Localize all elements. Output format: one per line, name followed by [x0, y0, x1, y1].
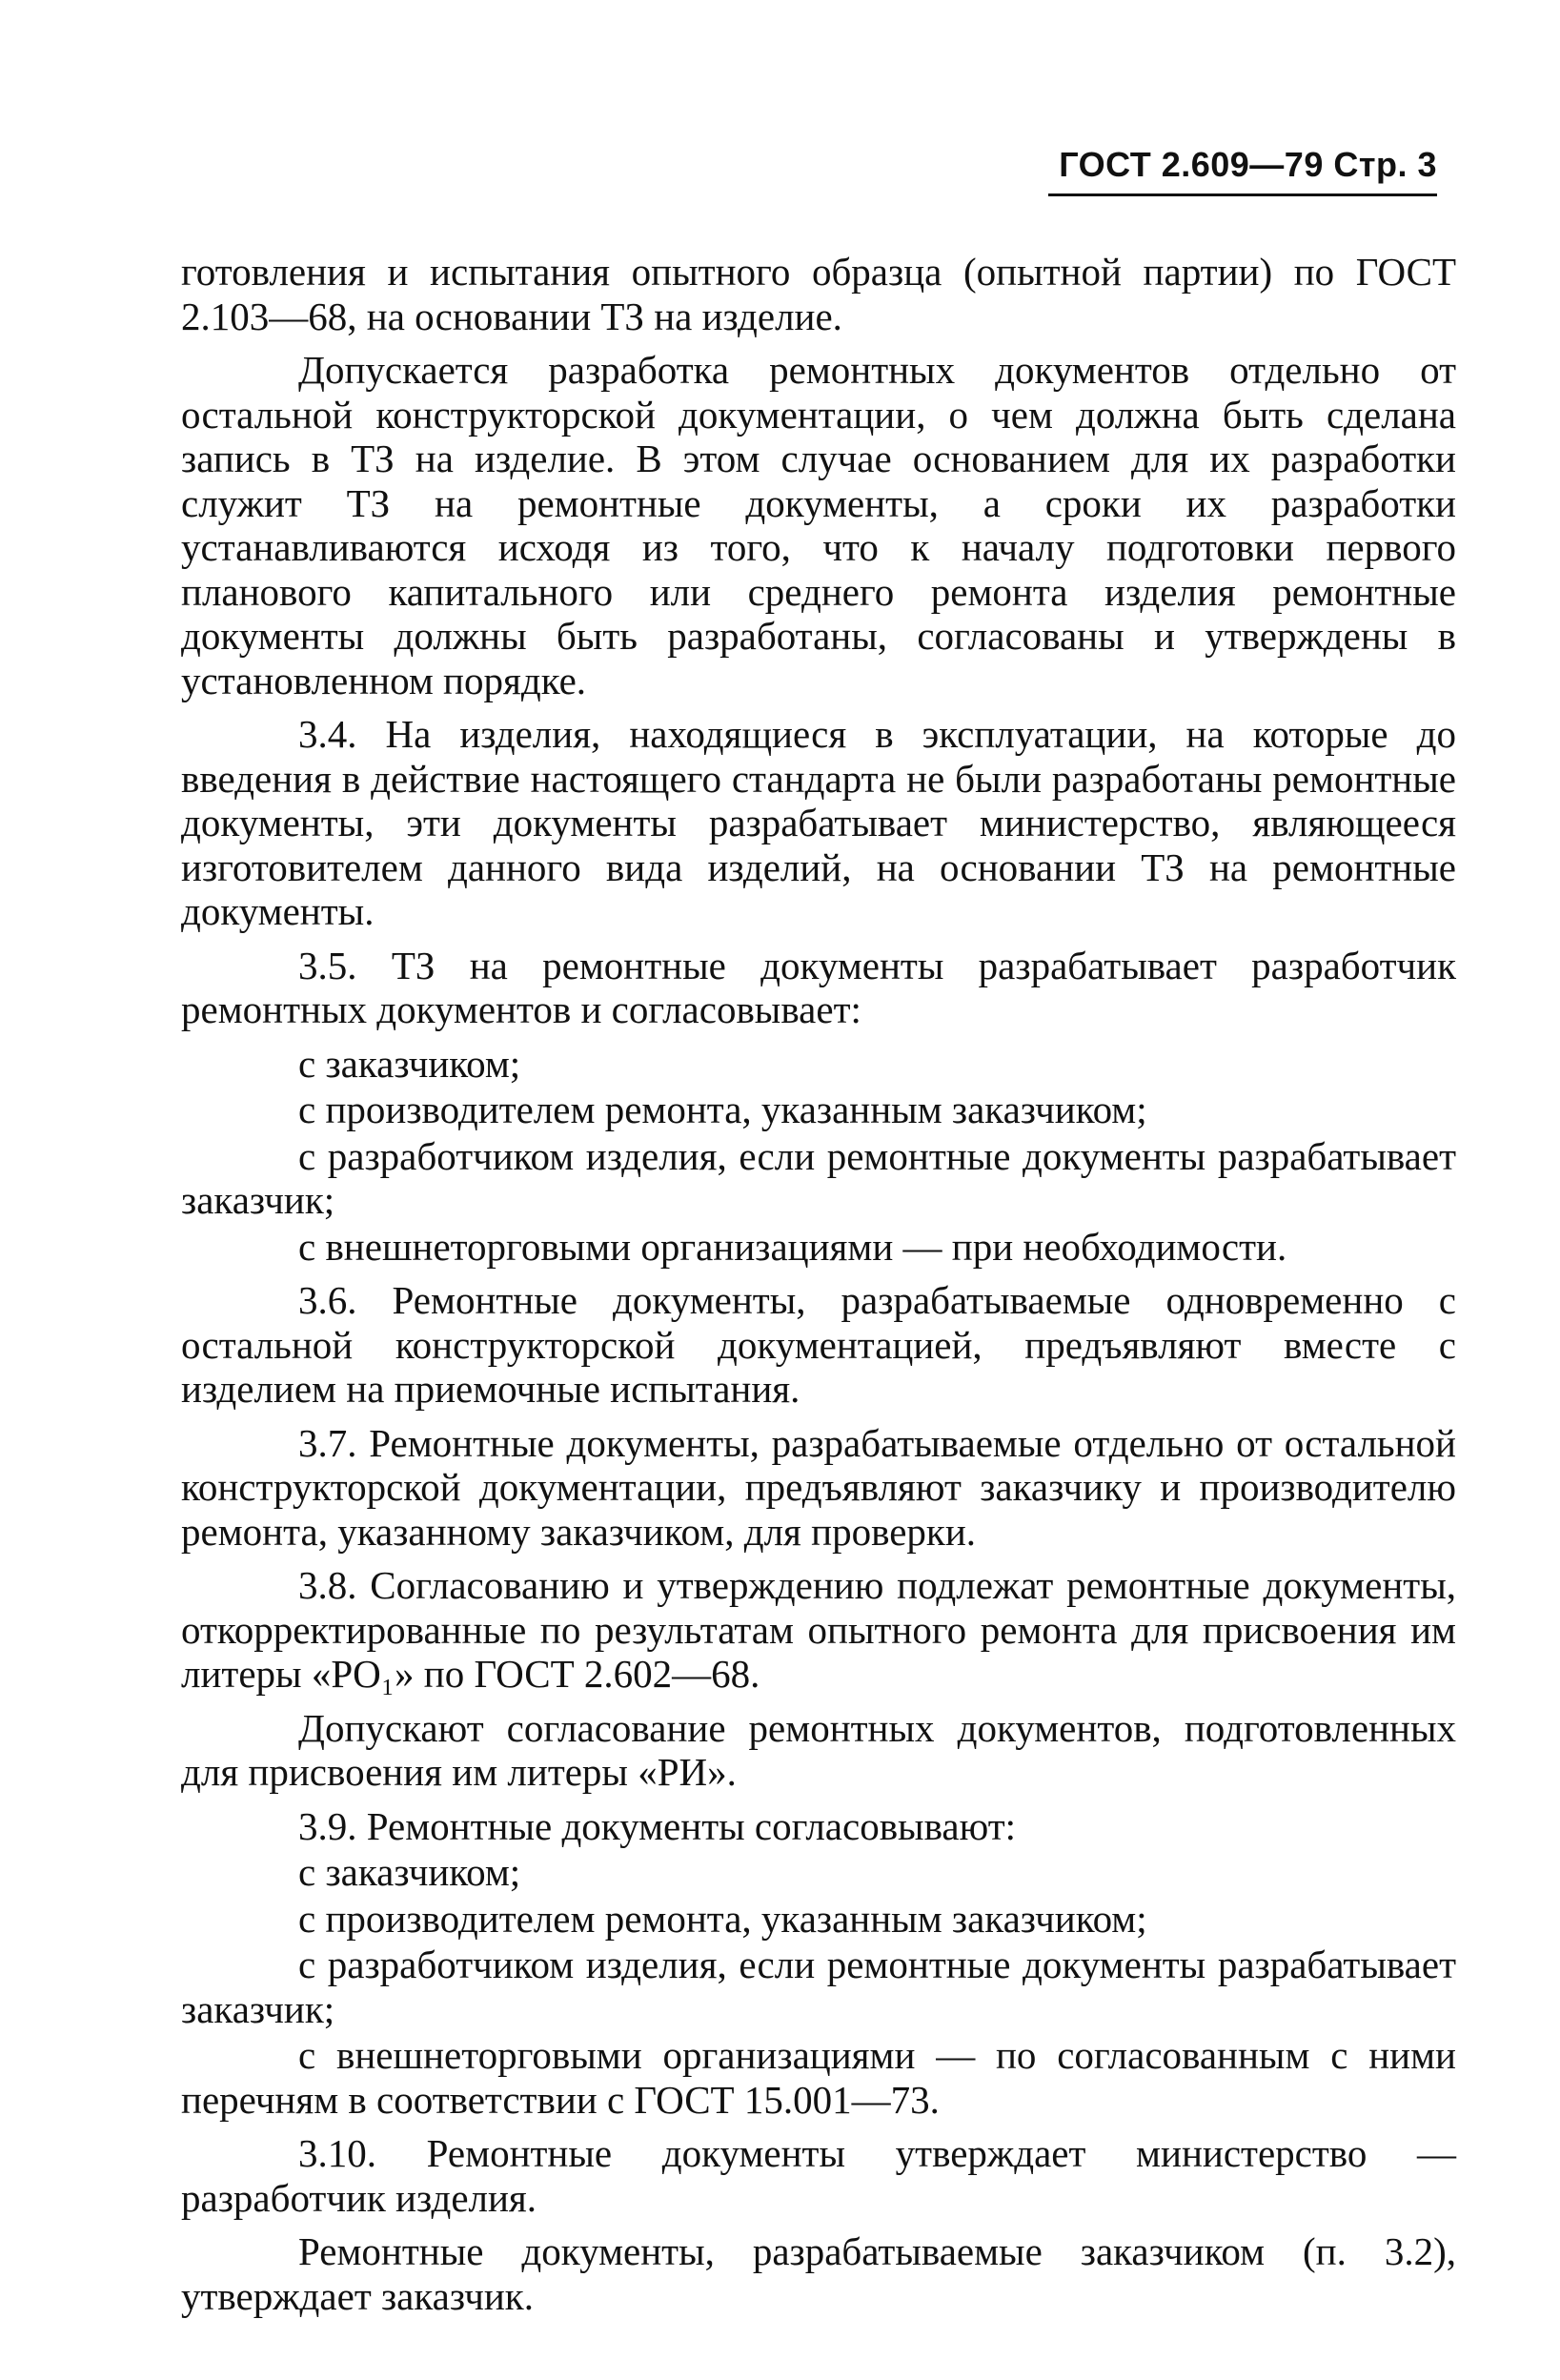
paragraph: 3.6. Ремонтные документы, разрабатываемые одновременно с остальной конструкторской документацией, предъявляют вместе с изделием на приемочные испытания. — [181, 1278, 1456, 1411]
list-item: с заказчиком; — [298, 1041, 521, 1086]
list-item: с производителем ремонта, указанным заказчиком; — [298, 1088, 1147, 1131]
paragraph: 3.9. Ремонтные документы согласовывают: — [298, 1803, 1017, 1848]
document-body — [181, 250, 1456, 2328]
paragraph: готовления и испытания опытного образца (опытной партии) по ГОСТ 2.103—68, на основании ТЗ на изделие. — [181, 250, 1456, 338]
paragraph: Допускается разработка ремонтных документов отдельно от остальной конструкторской документации, о чем должна быть сделана запись в ТЗ на изделие. В этом случае основанием для их разработки служит ТЗ на ремонтные документы, а сроки их разработки устанавливаются исходя из того, что к началу подготовки первого планового капитального или среднего ремонта изделия ремонтные документы должны быть разработаны, согласованы и утверждены в установленном порядке. — [181, 348, 1456, 702]
list-item: с заказчиком; — [298, 1850, 521, 1894]
header-rule — [1048, 193, 1437, 196]
list-item: с внешнеторговыми организациями — по согласованным с ними перечням в соответствии с ГОСТ 15.001—73. — [181, 2033, 1456, 2122]
paragraph: Допускают согласование ремонтных документов, подготовленных для присвоения им литеры «РИ». — [181, 1705, 1456, 1794]
list-item: с внешнеторговыми организациями — при необходимости. — [298, 1224, 1287, 1269]
paragraph: 3.10. Ремонтные документы утверждает министерство — разработчик изделия. — [181, 2131, 1456, 2220]
page-header: ГОСТ 2.609—79 Стр. 3 — [1059, 145, 1437, 184]
list-item: с разработчиком изделия, если ремонтные документы разрабатывает заказчик; — [181, 1133, 1456, 1222]
list-item: с разработчиком изделия, если ремонтные документы разрабатывает заказчик; — [181, 1943, 1456, 2031]
list-item: с производителем ремонта, указанным заказчиком; — [298, 1896, 1147, 1941]
paragraph: 3.8. Согласованию и утверждению подлежат ремонтные документы, откорректированные по результатам опытного ремонта для присвоения им литеры «PO₁» по ГОСТ 2.602—68. — [181, 1563, 1456, 1696]
paragraph: 3.4. На изделия, находящиеся в эксплуатации, на которые до введения в действие настоящего стандарта не были разработаны ремонтные документы, эти документы разрабатывает министерство, являющееся изготовителем данного вида изделий, на основании ТЗ на ремонтные документы. — [181, 712, 1456, 933]
paragraph: 3.7. Ремонтные документы, разрабатываемые отдельно от остальной конструкторской документации, предъявляют заказчику и производителю ремонта, указанному заказчиком, для проверки. — [181, 1420, 1456, 1554]
paragraph: 3.5. ТЗ на ремонтные документы разрабатывает разработчик ремонтных документов и согласовывает: — [181, 943, 1456, 1031]
paragraph: Ремонтные документы, разрабатываемые заказчиком (п. 3.2), утверждает заказчик. — [181, 2229, 1456, 2318]
